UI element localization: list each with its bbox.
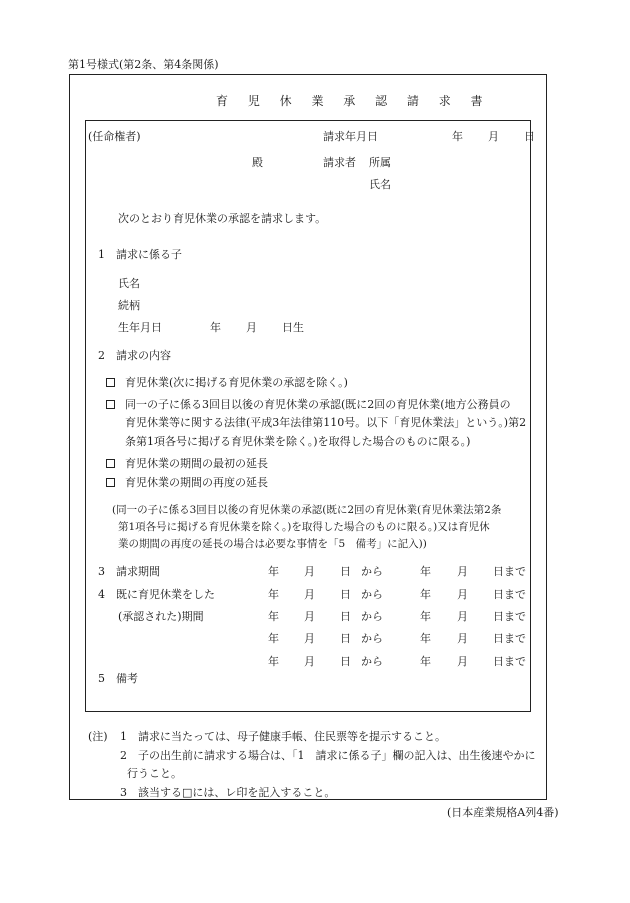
checkbox-option-3[interactable] <box>106 459 115 468</box>
period-row-5-until-end: 日まで <box>493 655 526 668</box>
period-row-3-until-end: 日まで <box>493 610 526 623</box>
option-row-3 <box>106 457 268 471</box>
period-row-3-year-end[interactable]: 年 <box>420 610 431 623</box>
period-row-5-year-end[interactable]: 年 <box>420 655 431 668</box>
section4-subheading: (承認された)期間 <box>118 610 204 623</box>
checkbox-option-2[interactable] <box>106 400 115 409</box>
section1-heading: 1 請求に係る子 <box>98 248 182 261</box>
period-row-2-day-start[interactable]: 日 <box>340 588 351 601</box>
note-1: 1 請求に当たっては、母子健康手帳、住民票等を提示すること。 <box>120 730 446 743</box>
dono-label: 殿 <box>252 156 263 169</box>
period-row-5-from-start: から <box>361 655 383 668</box>
period-row-4-until-end: 日まで <box>493 632 526 645</box>
section2-note-line1: (同一の子に係る3回目以後の育児休業の承認(既に2回の育児休業(育児休業法第2条 <box>112 504 502 516</box>
option-row-1 <box>106 376 348 390</box>
option-3-label: 育児休業の期間の最初の延長 <box>125 457 268 470</box>
section3-heading: 3 請求期間 <box>98 565 160 578</box>
note-2-line1: 2 子の出生前に請求する場合は、「1 請求に係る子」欄の記入は、出生後速やかに <box>120 749 536 762</box>
period-row-4-day-start[interactable]: 日 <box>340 632 351 645</box>
period-row-4-year-end[interactable]: 年 <box>420 632 431 645</box>
period-row-1-year-end[interactable]: 年 <box>420 565 431 578</box>
option-4-label: 育児休業の期間の再度の延長 <box>125 476 268 489</box>
section2-note-line2: 第1項各号に掲げる育児休業を除く。)を取得した場合のものに限る。)又は育児休 <box>118 521 490 533</box>
child-name-label: 氏名 <box>118 277 140 290</box>
period-row-1-from-start: から <box>361 565 383 578</box>
note-2-line2: 行うこと。 <box>127 767 182 780</box>
intro-text: 次のとおり育児休業の承認を請求します。 <box>118 212 327 225</box>
period-row-2-month-start[interactable]: 月 <box>304 588 315 601</box>
option-2-label-line3: 条第1項各号に掲げる育児休業を除く。)を取得した場合のものに限る。) <box>125 435 471 448</box>
child-birth-label: 生年月日 <box>118 321 162 334</box>
child-birth-day[interactable]: 日生 <box>282 321 304 334</box>
child-birth-month[interactable]: 月 <box>246 321 257 334</box>
period-row-4-year-start[interactable]: 年 <box>268 632 279 645</box>
request-date-month[interactable]: 月 <box>488 130 499 143</box>
period-row-5-month-start[interactable]: 月 <box>304 655 315 668</box>
period-row-3-month-end[interactable]: 月 <box>457 610 468 623</box>
period-row-5-day-start[interactable]: 日 <box>340 655 351 668</box>
option-2-label-line2: 育児休業等に関する法律(平成3年法律第110号。以下「育児休業法」という。)第2 <box>125 416 527 429</box>
request-date-day[interactable]: 日 <box>524 130 535 143</box>
checkbox-option-4[interactable] <box>106 478 115 487</box>
request-date-year[interactable]: 年 <box>452 130 463 143</box>
period-row-3-from-start: から <box>361 610 383 623</box>
affiliation-label: 所属 <box>369 156 391 169</box>
period-row-2-year-end[interactable]: 年 <box>420 588 431 601</box>
option-2-label-line1: 同一の子に係る3回目以後の育児休業の承認(既に2回の育児休業(地方公務員の <box>125 398 511 411</box>
section5-heading: 5 備考 <box>98 672 138 685</box>
footer-spec: (日本産業規格A列4番) <box>447 806 559 819</box>
period-row-2-from-start: から <box>361 588 383 601</box>
section4-heading: 4 既に育児休業をした <box>98 588 215 601</box>
form-number: 第1号様式(第2条、第4条関係) <box>68 58 219 71</box>
option-1-label: 育児休業(次に掲げる育児休業の承認を除く。) <box>125 376 348 389</box>
option-row-4 <box>106 476 268 490</box>
period-row-2-month-end[interactable]: 月 <box>457 588 468 601</box>
period-row-3-day-start[interactable]: 日 <box>340 610 351 623</box>
section2-note-line3: 業の期間の再度の延長の場合は必要な事情を「5 備考」に記入)) <box>118 538 427 550</box>
period-row-3-month-start[interactable]: 月 <box>304 610 315 623</box>
period-row-2-until-end: 日まで <box>493 588 526 601</box>
period-row-4-month-end[interactable]: 月 <box>457 632 468 645</box>
period-row-4-from-start: から <box>361 632 383 645</box>
option-row-2 <box>106 398 511 412</box>
request-date-label: 請求年月日 <box>323 130 378 143</box>
note-3: 3 該当する□には、レ印を記入すること。 <box>120 786 336 799</box>
period-row-1-until-end: 日まで <box>493 565 526 578</box>
requester-name-label: 氏名 <box>369 178 391 191</box>
checkbox-option-1[interactable] <box>106 378 115 387</box>
appointer-label: (任命権者) <box>88 130 141 143</box>
period-row-5-year-start[interactable]: 年 <box>268 655 279 668</box>
period-row-1-month-start[interactable]: 月 <box>304 565 315 578</box>
period-row-1-month-end[interactable]: 月 <box>457 565 468 578</box>
child-birth-year[interactable]: 年 <box>210 321 221 334</box>
period-row-1-year-start[interactable]: 年 <box>268 565 279 578</box>
notes-label: (注) <box>88 730 108 743</box>
period-row-1-day-start[interactable]: 日 <box>340 565 351 578</box>
period-row-3-year-start[interactable]: 年 <box>268 610 279 623</box>
requester-label: 請求者 <box>323 156 356 169</box>
period-row-4-month-start[interactable]: 月 <box>304 632 315 645</box>
section2-heading: 2 請求の内容 <box>98 349 171 362</box>
child-relation-label: 続柄 <box>118 299 140 312</box>
period-row-2-year-start[interactable]: 年 <box>268 588 279 601</box>
form-title: 育 児 休 業 承 認 請 求 書 <box>216 94 491 108</box>
period-row-5-month-end[interactable]: 月 <box>457 655 468 668</box>
